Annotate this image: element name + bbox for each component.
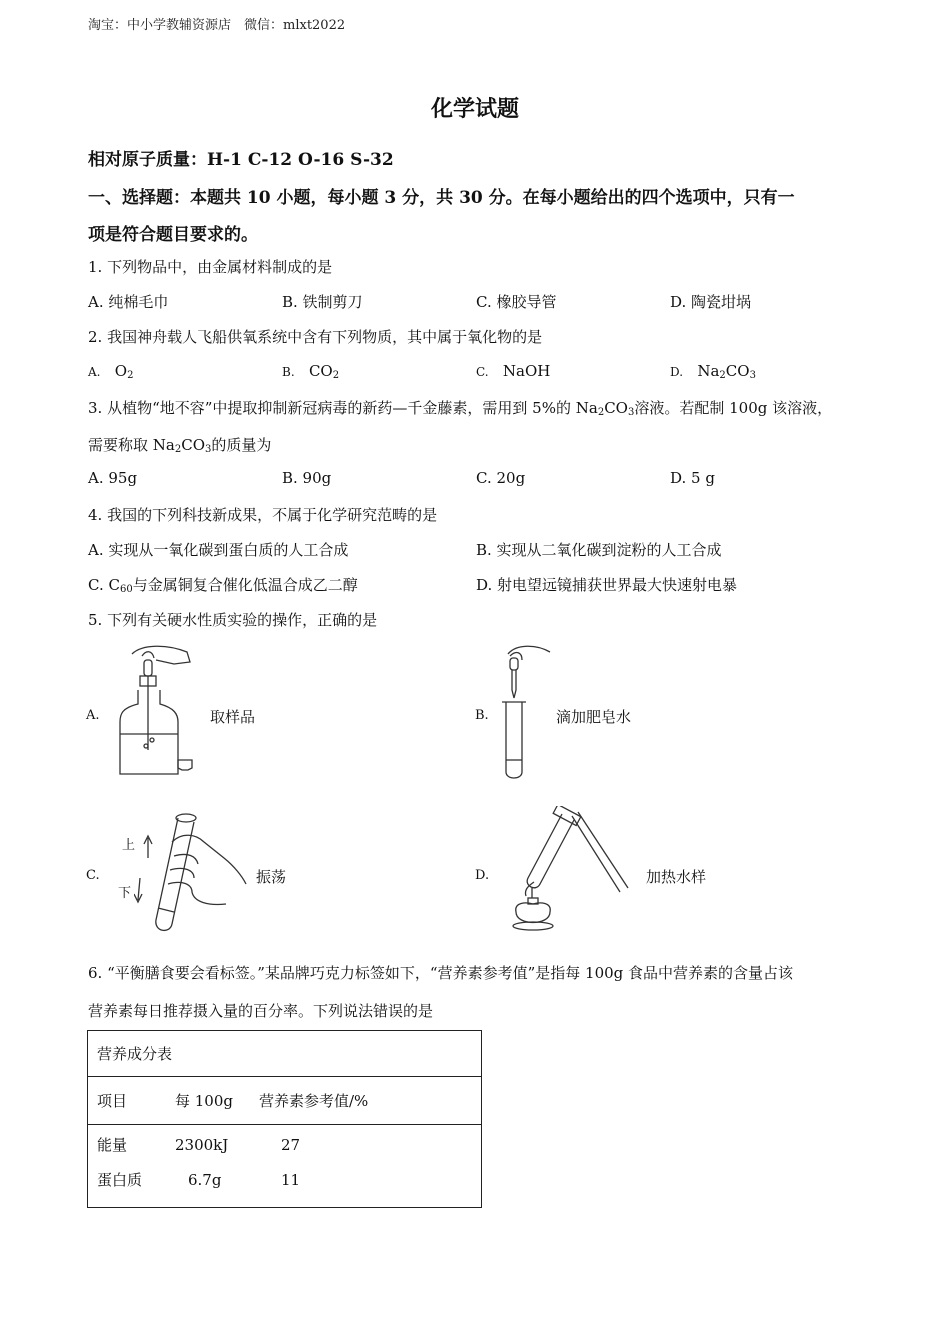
- q5-option-a-label: 取样品: [210, 708, 256, 726]
- q4-option-d: D. 射电望远镜捕获世界最大快速射电暴: [476, 576, 738, 594]
- nutrition-table: [87, 1030, 482, 1208]
- q5-option-b-letter: B.: [475, 708, 489, 723]
- page-header: 淘宝：中小学教辅资源店 微信：mlxt2022: [88, 18, 346, 33]
- q5-stem: 5. 下列有关硬水性质实验的操作，正确的是: [88, 611, 378, 629]
- q5-option-c-letter: C.: [86, 868, 100, 883]
- heating-test-tube-illustration: [498, 806, 638, 936]
- q3-option-c: C. 20g: [476, 469, 526, 487]
- q5-option-c-label: 振荡: [256, 868, 287, 886]
- row-per-100g: 2300kJ: [175, 1136, 229, 1154]
- q2-option-d: D. $Na_2CO_3$: [670, 362, 756, 381]
- q5-option-d-letter: D.: [475, 868, 490, 883]
- q5-option-d-label: 加热水样: [646, 868, 707, 886]
- q2-stem: 2. 我国神舟载人飞船供氧系统中含有下列物质，其中属于氧化物的是: [88, 328, 543, 346]
- q3-stem-line2: 需要称取 $Na_2CO_3$的质量为: [88, 436, 272, 455]
- dropper-test-tube-illustration: [496, 640, 556, 785]
- row-item: 能量: [97, 1136, 128, 1154]
- q2-option-c: C. NaOH: [476, 362, 551, 380]
- row-reference-value: 11: [281, 1171, 301, 1189]
- q1-option-b: B. 铁制剪刀: [282, 293, 363, 311]
- page-title: 化学试题: [430, 96, 519, 122]
- q5-down-label: 下: [118, 886, 132, 901]
- nutrition-table-title: 营养成分表: [88, 1031, 482, 1077]
- row-per-100g: 6.7g: [188, 1171, 222, 1189]
- row-item: 蛋白质: [97, 1171, 143, 1189]
- q5-up-label: 上: [122, 838, 136, 853]
- q6-stem-line2: 营养素每日推荐摄入量的百分率。下列说法错误的是: [88, 1002, 434, 1020]
- q3-stem-line1: 3. 从植物“地不容”中提取抑制新冠病毒的新药—千金藤素，需用到 5%的 $Na_2CO_3$溶液。若配制 100g 该溶液，: [88, 399, 833, 418]
- q1-option-c: C. 橡胶导管: [476, 293, 557, 311]
- q6-stem-line1: 6. “平衡膳食要会看标签。”某品牌巧克力标签如下，“营养素参考值”是指每 100g 食品中营养素的含量占该: [88, 964, 794, 982]
- q3-option-a: A. 95g: [88, 469, 138, 487]
- q5-option-b-label: 滴加肥皂水: [556, 708, 632, 726]
- row-reference-value: 27: [281, 1136, 301, 1154]
- q2-option-b: B. $CO_2$: [282, 362, 340, 381]
- q3-option-b: B. 90g: [282, 469, 332, 487]
- q4-option-b: B. 实现从二氧化碳到淀粉的人工合成: [476, 541, 722, 559]
- q3-option-d: D. 5 g: [670, 469, 715, 487]
- header-reference-value: 营养素参考值/%: [259, 1092, 369, 1110]
- section-heading-line1: 一、选择题：本题共 10 小题，每小题 3 分，共 30 分。在每小题给出的四个选项中，只有一: [88, 188, 795, 208]
- header-per-100g: 每 100g: [175, 1092, 234, 1110]
- q1-option-a: A. 纯棉毛巾: [88, 293, 169, 311]
- q4-option-c: C. $C_{60}$与金属铜复合催化低温合成乙二醇: [88, 576, 358, 595]
- shaking-test-tube-illustration: [134, 808, 250, 936]
- table-row: [97, 1168, 472, 1196]
- section-heading-line2: 项是符合题目要求的。: [88, 225, 258, 245]
- table-row: [97, 1133, 472, 1168]
- q1-option-d: D. 陶瓷坩埚: [670, 293, 752, 311]
- reagent-bottle-sampling-illustration: [112, 642, 202, 782]
- q2-option-a: A. $O_2$: [88, 362, 134, 381]
- q4-option-a: A. 实现从一氧化碳到蛋白质的人工合成: [88, 541, 349, 559]
- q4-stem: 4. 我国的下列科技新成果，不属于化学研究范畴的是: [88, 506, 438, 524]
- atomic-mass-note: 相对原子质量：H-1 C-12 O-16 S-32: [88, 150, 394, 170]
- nutrition-table-header-row: [88, 1077, 482, 1125]
- q1-stem: 1. 下列物品中，由金属材料制成的是: [88, 258, 333, 276]
- nutrition-table-body: [88, 1125, 482, 1208]
- q5-option-a-letter: A.: [86, 708, 100, 723]
- header-item: 项目: [97, 1092, 128, 1110]
